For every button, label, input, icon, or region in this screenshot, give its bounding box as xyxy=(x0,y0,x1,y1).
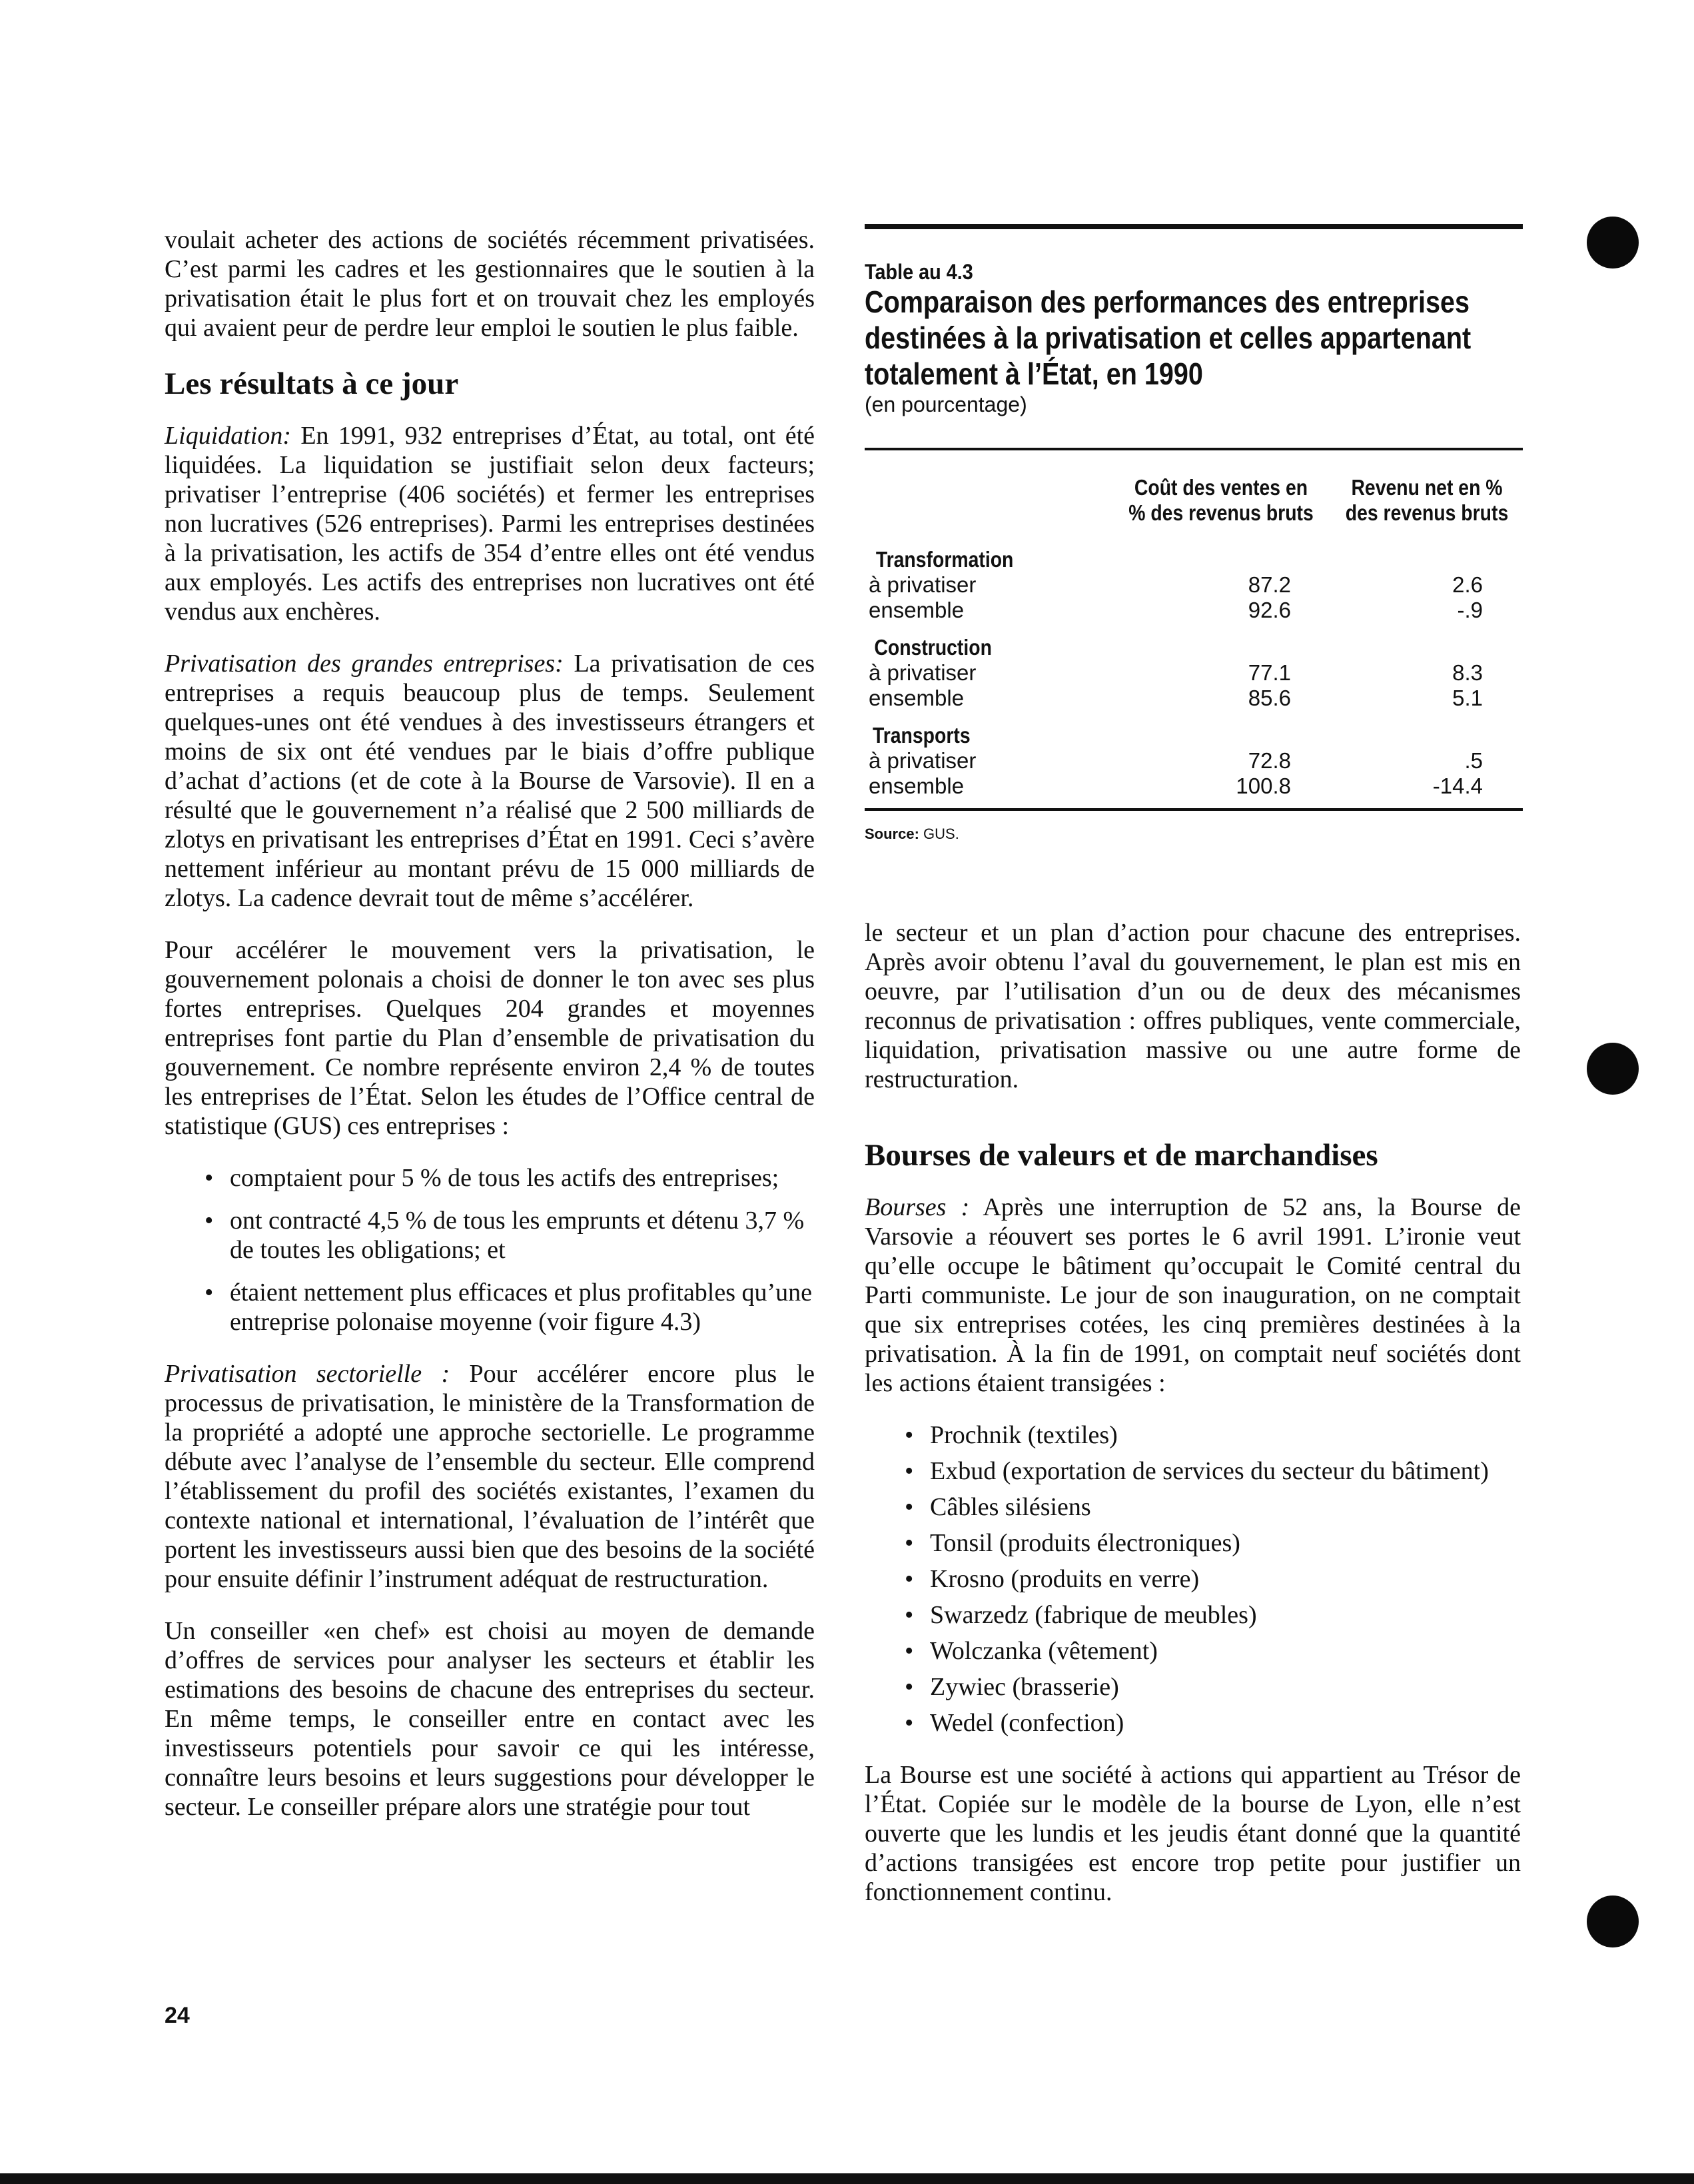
list-item: • Wolczanka (vêtement) xyxy=(905,1636,1521,1666)
paragraph-sectoral xyxy=(165,1359,815,1594)
punch-hole-icon xyxy=(1587,1043,1639,1095)
paragraph-accelerate: Pour accélérer le mouvement vers la privatisation, le gouvernement polonais a choisi de donner le ton avec ses plus fortes entreprises. Quelques 204 grandes et moyennes entreprises font partie du Plan d’ensemble de privatisation du gouvernement. Ce nombre représente environ 2,4 % de toutes les entreprises de l’État. Selon les études de l’Office central de statistique (GUS) ces entreprises : xyxy=(165,936,815,1140)
large-enterprises-text: La privatisation de ces entreprises a requis beaucoup plus de temps. Seulement quelques-unes ont été vendues à des investisseurs étrangers et moins de six ont été vendues par le biais d’offre publique d’achat d’actions (et de cote à la Bourse de Varsovie). Il en a résulté que le gouvernement n’a réalisé que 2 500 milliards de zlotys en privatisant les entreprises d’État en 1991. Ceci s’avère nettement inférieur au montant prévu de 15 000 milliards de zlotys. La cadence devrait tout de même s’accélérer. xyxy=(165,650,815,912)
bourses-lead: Bourses : xyxy=(865,1193,970,1221)
table-title: Comparaison des performances des entreprises destinées à la privatisation et celles appartenant totalement à l’État, en 1990 xyxy=(865,284,1472,391)
liquidation-text: En 1991, 932 entreprises d’État, au total, ont été liquidées. La liquidation se justifiait selon deux facteurs; privatiser l’entreprise (406 sociétés) et fermer les entreprises non lucratives (526 entreprises). Parmi les entreprises destinées à la privatisation, les actifs de 354 d’entre elles ont été vendus aux employés. Les actifs des entreprises non lucratives ont été vendus aux enchères. xyxy=(165,422,815,626)
table-row: à privatiser 77.1 8.3 xyxy=(869,660,1483,685)
data-table xyxy=(865,474,1523,799)
table-4-3 xyxy=(865,224,1523,843)
table-header-rule xyxy=(865,448,1523,450)
findings-list xyxy=(165,1163,815,1337)
list-item: • Krosno (produits en verre) xyxy=(905,1564,1521,1594)
paragraph-large-enterprises xyxy=(165,649,815,913)
table-top-rule xyxy=(865,224,1523,229)
list-item: • ont contracté 4,5 % de tous les emprunts et détenu 3,7 % de toutes les obligations; et xyxy=(205,1206,815,1265)
page-number: 24 xyxy=(165,2003,190,2028)
liquidation-lead: Liquidation: xyxy=(165,422,292,450)
column-header-net: Revenu net en % des revenus bruts xyxy=(1345,475,1509,525)
list-item: • Wedel (confection) xyxy=(905,1708,1521,1738)
paragraph-continued: le secteur et un plan d’action pour chacune des entreprises. Après avoir obtenu l’aval du gouvernement, le plan est mis en oeuvre, par l’utilisation d’un ou de deux des mécanismes reconnus de privatisation : offres publiques, vente commerciale, liquidation, privatisation massive ou une autre forme de restructuration. xyxy=(865,919,1521,1093)
table-bottom-rule xyxy=(865,808,1523,811)
list-item: • comptaient pour 5 % de tous les actifs des entreprises; xyxy=(205,1163,815,1193)
paragraph-intro: voulait acheter des actions de sociétés récemment privatisées. C’est parmi les cadres et les gestionnaires que le soutien à la privatisation était le plus fort et on trouvait chez les employés qui avaient peur de perdre leur emploi le soutien le plus faible. xyxy=(165,226,815,342)
paragraph-bourses xyxy=(865,1193,1521,1398)
punch-hole-icon xyxy=(1587,1896,1639,1947)
column-header-cost: Coût des ventes en % des revenus bruts xyxy=(1128,475,1314,525)
section-row: Construction xyxy=(874,635,992,660)
list-item: • Tonsil (produits électroniques) xyxy=(905,1528,1521,1558)
section-row: Transformation xyxy=(875,547,1014,572)
paragraph-liquidation xyxy=(165,421,815,626)
table-unit: (en pourcentage) xyxy=(865,392,1027,416)
bourses-text: Après une interruption de 52 ans, la Bourse de Varsovie a réouvert ses portes le 6 avril 1991. L’ironie veut qu’elle occupe le bâtiment qu’occupait le Comité central du Parti communiste. Le jour de son inauguration, on ne comptait que six entreprises cotées, les cinq premières destinées à la privatisation. À la fin de 1991, on comptait neuf sociétés dont les actions étaient transigées : xyxy=(865,1193,1521,1397)
table-header-row xyxy=(865,474,1523,547)
list-item: • Prochnik (textiles) xyxy=(905,1420,1521,1450)
scan-bottom-edge xyxy=(0,2173,1694,2184)
large-enterprises-lead: Privatisation des grandes entreprises: xyxy=(165,650,564,678)
section-row: Transports xyxy=(872,723,971,748)
table-source: Source: GUS. xyxy=(865,825,959,842)
punch-hole-icon xyxy=(1587,217,1639,269)
list-item: • étaient nettement plus efficaces et plus profitables qu’une entreprise polonaise moyenne (voir figure 4.3) xyxy=(205,1278,815,1337)
paragraph-bourse-company: La Bourse est une société à actions qui appartient au Trésor de l’État. Copiée sur le modèle de la bourse de Lyon, elle n’est ouverte que les lundis et les jeudis étant donné que la quantité d’actions transigées est encore trop petite pour justifier un fonctionnement continu. xyxy=(865,1761,1521,1906)
table-row: ensemble 92.6 -.9 xyxy=(869,598,1483,622)
table-label: Table au 4.3 xyxy=(865,260,973,284)
paragraph-advisor: Un conseiller «en chef» est choisi au moyen de demande d’offres de services pour analyser les secteurs et établir les estimations des besoins de chacune des entreprises du secteur. En même temps, le conseiller entre en contact avec les investisseurs potentiels pour savoir ce qui les intéresse, connaître leurs besoins et leurs suggestions pour développer le secteur. Le conseiller prépare alors une stratégie pour tout xyxy=(165,1617,815,1821)
list-item: • Swarzedz (fabrique de meubles) xyxy=(905,1600,1521,1630)
heading-bourses: Bourses de valeurs et de marchandises xyxy=(865,1138,1378,1173)
sectoral-lead: Privatisation sectorielle : xyxy=(165,1360,450,1388)
table-row: ensemble 100.8 -14.4 xyxy=(869,774,1483,798)
heading-results: Les résultats à ce jour xyxy=(165,366,459,401)
list-item: • Zywiec (brasserie) xyxy=(905,1672,1521,1702)
list-item: • Câbles silésiens xyxy=(905,1492,1521,1522)
companies-list xyxy=(865,1420,1521,1738)
sectoral-text: Pour accélérer encore plus le processus de privatisation, le ministère de la Transformation de la propriété a adopté une approche sectorielle. Le programme débute avec l’analyse de l’ensemble du secteur. Elle comprend l’établissement du profil des sociétés existantes, l’examen du contexte national et international, l’évaluation de l’intérêt que portent les investisseurs aussi bien que des besoins de la société pour ensuite définir l’instrument adéquat de restructuration. xyxy=(165,1360,815,1593)
table-row: ensemble 85.6 5.1 xyxy=(869,686,1483,710)
table-row: à privatiser 72.8 .5 xyxy=(869,748,1483,773)
right-column xyxy=(865,918,1521,1929)
table-row: à privatiser 87.2 2.6 xyxy=(869,572,1483,597)
list-item: • Exbud (exportation de services du secteur du bâtiment) xyxy=(905,1456,1521,1486)
left-column xyxy=(165,225,815,1844)
